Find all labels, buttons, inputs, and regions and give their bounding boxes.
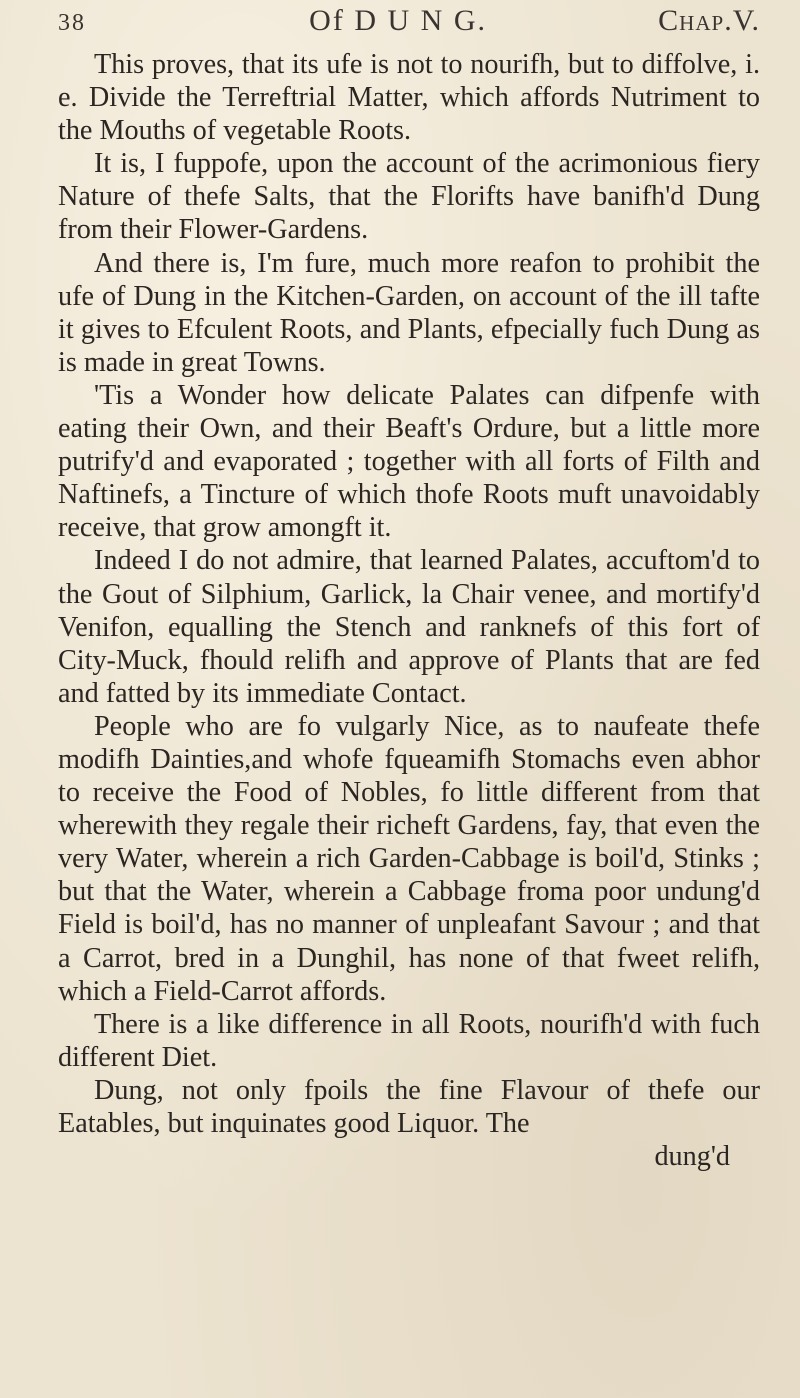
- paragraph: There is a like difference in all Roots, nourifh'd with fuch different Diet.: [58, 1008, 760, 1073]
- catchword: dung'd: [654, 1141, 730, 1173]
- running-title: Of D U N G.: [309, 4, 487, 37]
- paragraph: Dung, not only fpoils the fine Flavour of thefe our Eatables, but inquinates good Liquor. The: [58, 1074, 760, 1139]
- body-text: [58, 48, 760, 1140]
- page-header: [58, 4, 760, 48]
- paragraph: Indeed I do not admire, that learned Palates, accuftom'd to the Gout of Silphium, Garlick, la Chair venee, and mortify'd Venifon, equalling the Stench and ranknefs of this fort of City-Muck, fhould relifh and approve of Plants that are fed and fatted by its immediate Contact.: [58, 545, 760, 709]
- paragraph: People who are fo vulgarly Nice, as to naufeate thefe modifh Dainties,and whofe fqueamifh Stomachs even abhor to receive the Food of Nobles, fo little different from that wherewith they regale their richeft Gardens, fay, that even the very Water, wherein a rich Garden-Cabbage is boil'd, Stinks ; but that the Water, wherein a Cabbage froma poor undung'd Field is boil'd, has no manner of unpleafant Savour ; and that a Carrot, bred in a Dunghil, has none of that fweet relifh, which a Field-Carrot affords.: [58, 710, 760, 1007]
- paragraph: It is, I fuppofe, upon the account of the acrimonious fiery Nature of thefe Salts, that the Florifts have banifh'd Dung from their Flower-Gardens.: [58, 148, 760, 246]
- chapter-mark: Chap.V.: [658, 4, 760, 37]
- paragraph: This proves, that its ufe is not to nourifh, but to diffolve, i. e. Divide the Terreftrial Matter, which affords Nutriment to the Mouths of vegetable Roots.: [58, 49, 760, 147]
- paragraph: And there is, I'm fure, much more reafon to prohibit the ufe of Dung in the Kitchen-Garden, on account of the ill tafte it gives to Efculent Roots, and Plants, efpecially fuch Dung as is made in great Towns.: [58, 247, 760, 378]
- page-number: 38: [58, 10, 86, 36]
- paragraph: 'Tis a Wonder how delicate Palates can difpenfe with eating their Own, and their Beaft's Ordure, but a little more putrify'd and evaporated ; together with all forts of Filth and Naftinefs, a Tincture of which thofe Roots muft unavoidably receive, that grow amongft it.: [58, 379, 760, 544]
